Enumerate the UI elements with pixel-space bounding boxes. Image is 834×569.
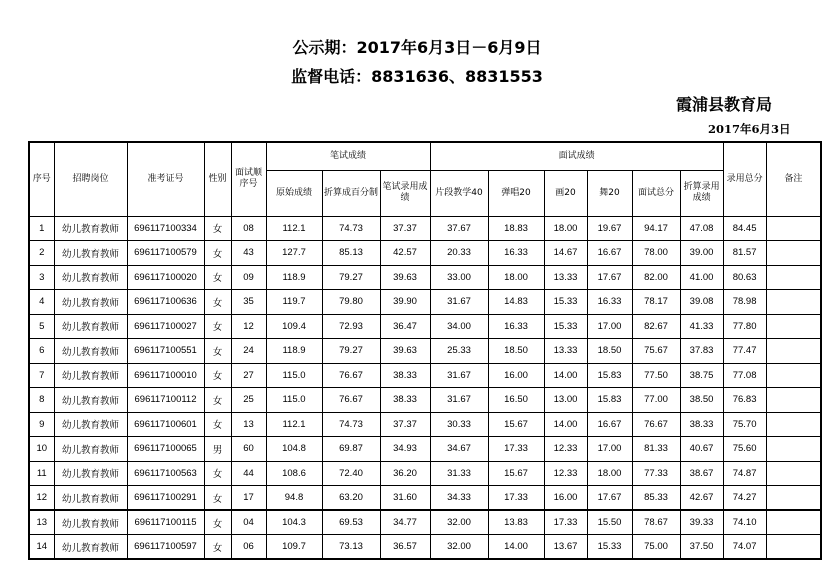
cell-note [766,339,821,364]
cell-written-raw: 112.1 [266,412,322,437]
cell-total-score: 74.27 [723,486,766,511]
cell-interview-drawing: 14.00 [544,412,587,437]
cell-interview-singing: 16.50 [488,388,544,413]
header-written-admission: 笔试录用成绩 [380,170,430,216]
cell-gender: 男 [204,437,231,462]
cell-post: 幼儿教育教师 [54,437,127,462]
cell-seq: 6 [29,339,54,364]
cell-note [766,388,821,413]
cell-note [766,241,821,266]
cell-interview-fragment: 32.00 [430,510,488,535]
cell-ticket: 696117100579 [127,241,204,266]
cell-written-raw: 118.9 [266,339,322,364]
cell-interview-singing: 15.67 [488,461,544,486]
cell-seq: 4 [29,290,54,315]
cell-post: 幼儿教育教师 [54,461,127,486]
cell-interview-drawing: 14.67 [544,241,587,266]
cell-written-percent: 74.73 [322,412,380,437]
table-row [29,265,821,290]
header-interview-fragment: 片段教学40 [430,170,488,216]
cell-written-percent: 76.67 [322,363,380,388]
cell-post: 幼儿教育教师 [54,510,127,535]
cell-ticket: 696117100597 [127,535,204,560]
header-written-percent: 折算成百分制 [322,170,380,216]
cell-post: 幼儿教育教师 [54,339,127,364]
cell-interview-dance: 16.67 [587,241,632,266]
cell-seq: 8 [29,388,54,413]
cell-written-percent: 72.40 [322,461,380,486]
cell-interview-total: 75.67 [632,339,680,364]
cell-note [766,486,821,511]
cell-note [766,363,821,388]
cell-gender: 女 [204,241,231,266]
header-ticket: 准考证号 [127,142,204,216]
cell-interview-fragment: 31.67 [430,363,488,388]
table-row [29,388,821,413]
cell-interview-order: 04 [231,510,266,535]
supervision-phone: 监督电话：8831636、8831553 [291,67,543,86]
header-written-raw: 原始成绩 [266,170,322,216]
cell-note [766,314,821,339]
cell-interview-admission: 40.67 [680,437,723,462]
cell-interview-dance: 18.50 [587,339,632,364]
cell-interview-admission: 37.83 [680,339,723,364]
cell-total-score: 77.80 [723,314,766,339]
cell-interview-total: 78.17 [632,290,680,315]
cell-interview-order: 43 [231,241,266,266]
cell-interview-admission: 38.33 [680,412,723,437]
cell-ticket: 696117100065 [127,437,204,462]
cell-interview-singing: 17.33 [488,486,544,511]
table-row [29,486,821,511]
cell-interview-dance: 15.50 [587,510,632,535]
cell-written-raw: 104.8 [266,437,322,462]
cell-ticket: 696117100334 [127,216,204,241]
header-post: 招聘岗位 [54,142,127,216]
cell-interview-fragment: 32.00 [430,535,488,560]
cell-interview-total: 82.00 [632,265,680,290]
cell-written-percent: 79.27 [322,265,380,290]
cell-written-percent: 69.87 [322,437,380,462]
cell-note [766,437,821,462]
cell-note [766,265,821,290]
cell-interview-dance: 15.33 [587,535,632,560]
cell-written-percent: 74.73 [322,216,380,241]
cell-note [766,290,821,315]
cell-ticket: 696117100636 [127,290,204,315]
cell-post: 幼儿教育教师 [54,535,127,560]
cell-interview-singing: 14.00 [488,535,544,560]
cell-interview-total: 94.17 [632,216,680,241]
cell-interview-singing: 18.00 [488,265,544,290]
cell-interview-drawing: 13.33 [544,265,587,290]
cell-interview-dance: 16.33 [587,290,632,315]
cell-interview-order: 27 [231,363,266,388]
cell-interview-admission: 38.50 [680,388,723,413]
cell-ticket: 696117100291 [127,486,204,511]
cell-seq: 12 [29,486,54,511]
cell-ticket: 696117100112 [127,388,204,413]
cell-written-raw: 119.7 [266,290,322,315]
cell-written-raw: 115.0 [266,388,322,413]
cell-written-admission: 34.93 [380,437,430,462]
cell-interview-order: 06 [231,535,266,560]
cell-interview-admission: 41.00 [680,265,723,290]
issue-date: 2017年6月3日 [708,122,791,136]
cell-total-score: 75.60 [723,437,766,462]
cell-interview-dance: 15.83 [587,363,632,388]
cell-interview-order: 35 [231,290,266,315]
cell-total-score: 77.47 [723,339,766,364]
cell-interview-singing: 14.83 [488,290,544,315]
cell-interview-dance: 15.83 [587,388,632,413]
cell-ticket: 696117100563 [127,461,204,486]
cell-interview-drawing: 15.33 [544,290,587,315]
cell-interview-fragment: 25.33 [430,339,488,364]
cell-seq: 5 [29,314,54,339]
cell-written-percent: 69.53 [322,510,380,535]
cell-note [766,461,821,486]
cell-interview-fragment: 34.33 [430,486,488,511]
cell-interview-drawing: 13.33 [544,339,587,364]
cell-interview-singing: 18.50 [488,339,544,364]
cell-written-percent: 72.93 [322,314,380,339]
cell-post: 幼儿教育教师 [54,265,127,290]
header-interview-singing: 弹唱20 [488,170,544,216]
table-row [29,339,821,364]
header-seq: 序号 [29,142,54,216]
results-table [28,141,822,560]
table-row [29,290,821,315]
cell-note [766,510,821,535]
cell-written-admission: 39.63 [380,265,430,290]
cell-interview-order: 13 [231,412,266,437]
cell-interview-drawing: 18.00 [544,216,587,241]
cell-interview-fragment: 37.67 [430,216,488,241]
cell-seq: 11 [29,461,54,486]
header-written-group: 笔试成绩 [266,142,430,170]
cell-gender: 女 [204,363,231,388]
cell-interview-admission: 39.33 [680,510,723,535]
table-row [29,412,821,437]
cell-written-percent: 85.13 [322,241,380,266]
cell-interview-order: 44 [231,461,266,486]
cell-written-admission: 36.47 [380,314,430,339]
header-total: 录用总分 [723,142,766,216]
cell-written-percent: 79.80 [322,290,380,315]
cell-note [766,535,821,560]
cell-written-raw: 108.6 [266,461,322,486]
cell-note [766,216,821,241]
cell-interview-total: 78.67 [632,510,680,535]
cell-interview-drawing: 13.00 [544,388,587,413]
header-interview-total: 面试总分 [632,170,680,216]
cell-written-admission: 42.57 [380,241,430,266]
cell-written-admission: 34.77 [380,510,430,535]
cell-ticket: 696117100601 [127,412,204,437]
table-row [29,461,821,486]
cell-total-score: 84.45 [723,216,766,241]
cell-ticket: 696117100551 [127,339,204,364]
cell-total-score: 78.98 [723,290,766,315]
cell-interview-admission: 39.08 [680,290,723,315]
cell-written-raw: 104.3 [266,510,322,535]
cell-interview-total: 82.67 [632,314,680,339]
cell-post: 幼儿教育教师 [54,290,127,315]
cell-interview-singing: 18.83 [488,216,544,241]
cell-interview-order: 24 [231,339,266,364]
cell-interview-fragment: 34.00 [430,314,488,339]
cell-interview-admission: 38.67 [680,461,723,486]
table-row [29,535,821,560]
cell-post: 幼儿教育教师 [54,486,127,511]
cell-note [766,412,821,437]
cell-interview-singing: 16.33 [488,241,544,266]
cell-gender: 女 [204,535,231,560]
cell-interview-dance: 17.00 [587,437,632,462]
cell-gender: 女 [204,339,231,364]
cell-interview-admission: 41.33 [680,314,723,339]
cell-written-raw: 109.7 [266,535,322,560]
cell-total-score: 81.57 [723,241,766,266]
issuing-organization: 霞浦县教育局 [676,95,773,114]
cell-interview-singing: 15.67 [488,412,544,437]
cell-interview-dance: 17.67 [587,265,632,290]
cell-written-raw: 112.1 [266,216,322,241]
cell-post: 幼儿教育教师 [54,314,127,339]
header-interview-dance: 舞20 [587,170,632,216]
cell-interview-total: 78.00 [632,241,680,266]
cell-post: 幼儿教育教师 [54,412,127,437]
cell-gender: 女 [204,486,231,511]
cell-interview-fragment: 30.33 [430,412,488,437]
cell-ticket: 696117100027 [127,314,204,339]
cell-interview-singing: 16.00 [488,363,544,388]
cell-gender: 女 [204,461,231,486]
cell-written-admission: 39.63 [380,339,430,364]
cell-interview-fragment: 20.33 [430,241,488,266]
cell-seq: 10 [29,437,54,462]
cell-seq: 1 [29,216,54,241]
table-row [29,437,821,462]
cell-seq: 2 [29,241,54,266]
cell-interview-total: 77.33 [632,461,680,486]
cell-gender: 女 [204,314,231,339]
cell-interview-admission: 38.75 [680,363,723,388]
cell-total-score: 77.08 [723,363,766,388]
cell-post: 幼儿教育教师 [54,216,127,241]
cell-interview-admission: 39.00 [680,241,723,266]
cell-written-percent: 73.13 [322,535,380,560]
page-title: 公示期：2017年6月3日－6月9日 [292,38,542,57]
cell-interview-drawing: 16.00 [544,486,587,511]
cell-interview-order: 09 [231,265,266,290]
header-interview-order: 面试顺序号 [231,142,266,216]
cell-interview-drawing: 17.33 [544,510,587,535]
cell-total-score: 75.70 [723,412,766,437]
cell-interview-drawing: 13.67 [544,535,587,560]
cell-written-percent: 79.27 [322,339,380,364]
cell-interview-total: 75.00 [632,535,680,560]
header-interview-admission: 折算录用成绩 [680,170,723,216]
cell-ticket: 696117100115 [127,510,204,535]
cell-interview-order: 17 [231,486,266,511]
cell-interview-dance: 16.67 [587,412,632,437]
cell-interview-fragment: 33.00 [430,265,488,290]
header-interview-group: 面试成绩 [430,142,723,170]
cell-written-raw: 109.4 [266,314,322,339]
header-note: 备注 [766,142,821,216]
cell-interview-dance: 17.00 [587,314,632,339]
cell-written-percent: 76.67 [322,388,380,413]
cell-total-score: 74.07 [723,535,766,560]
cell-interview-order: 25 [231,388,266,413]
cell-interview-admission: 42.67 [680,486,723,511]
cell-total-score: 74.10 [723,510,766,535]
cell-interview-admission: 47.08 [680,216,723,241]
table-row [29,510,821,535]
cell-gender: 女 [204,265,231,290]
table-row [29,314,821,339]
cell-written-raw: 115.0 [266,363,322,388]
cell-interview-dance: 19.67 [587,216,632,241]
cell-gender: 女 [204,290,231,315]
cell-interview-admission: 37.50 [680,535,723,560]
cell-interview-fragment: 31.67 [430,388,488,413]
cell-interview-fragment: 34.67 [430,437,488,462]
table-row [29,241,821,266]
cell-interview-fragment: 31.33 [430,461,488,486]
cell-interview-order: 08 [231,216,266,241]
cell-interview-drawing: 14.00 [544,363,587,388]
cell-written-admission: 36.57 [380,535,430,560]
cell-interview-total: 77.50 [632,363,680,388]
cell-seq: 14 [29,535,54,560]
cell-interview-total: 77.00 [632,388,680,413]
cell-interview-total: 81.33 [632,437,680,462]
cell-written-admission: 37.37 [380,412,430,437]
table-row [29,216,821,241]
cell-seq: 7 [29,363,54,388]
cell-post: 幼儿教育教师 [54,241,127,266]
header-interview-drawing: 画20 [544,170,587,216]
cell-seq: 9 [29,412,54,437]
cell-interview-dance: 17.67 [587,486,632,511]
cell-seq: 3 [29,265,54,290]
cell-written-raw: 127.7 [266,241,322,266]
cell-post: 幼儿教育教师 [54,388,127,413]
cell-written-admission: 38.33 [380,388,430,413]
header-gender: 性别 [204,142,231,216]
cell-gender: 女 [204,412,231,437]
cell-interview-dance: 18.00 [587,461,632,486]
cell-interview-singing: 13.83 [488,510,544,535]
cell-interview-order: 60 [231,437,266,462]
cell-post: 幼儿教育教师 [54,363,127,388]
cell-interview-order: 12 [231,314,266,339]
cell-ticket: 696117100010 [127,363,204,388]
cell-written-raw: 118.9 [266,265,322,290]
cell-interview-singing: 16.33 [488,314,544,339]
table-row [29,363,821,388]
cell-written-admission: 37.37 [380,216,430,241]
cell-gender: 女 [204,388,231,413]
cell-interview-drawing: 12.33 [544,437,587,462]
cell-gender: 女 [204,510,231,535]
cell-written-percent: 63.20 [322,486,380,511]
cell-written-admission: 38.33 [380,363,430,388]
cell-seq: 13 [29,510,54,535]
cell-interview-singing: 17.33 [488,437,544,462]
cell-interview-total: 85.33 [632,486,680,511]
cell-total-score: 80.63 [723,265,766,290]
cell-interview-fragment: 31.67 [430,290,488,315]
cell-gender: 女 [204,216,231,241]
cell-interview-drawing: 15.33 [544,314,587,339]
cell-total-score: 74.87 [723,461,766,486]
cell-interview-drawing: 12.33 [544,461,587,486]
cell-total-score: 76.83 [723,388,766,413]
cell-ticket: 696117100020 [127,265,204,290]
cell-interview-total: 76.67 [632,412,680,437]
cell-written-admission: 36.20 [380,461,430,486]
cell-written-admission: 39.90 [380,290,430,315]
cell-written-admission: 31.60 [380,486,430,511]
cell-written-raw: 94.8 [266,486,322,511]
